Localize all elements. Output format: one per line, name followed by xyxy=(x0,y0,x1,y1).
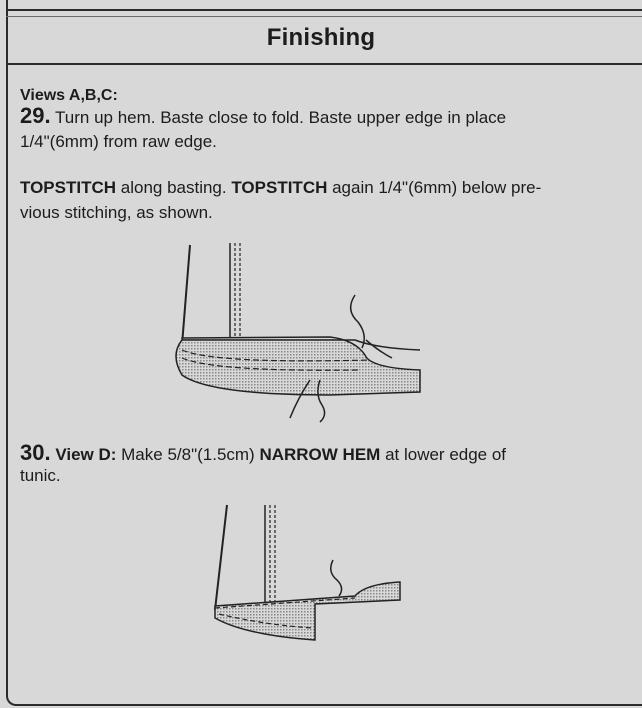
view-label: View D: xyxy=(55,445,117,464)
views-heading: Views A,B,C: xyxy=(20,87,118,104)
header-hairline xyxy=(6,16,642,17)
instruction-text: again 1/4"(6mm) below pre- xyxy=(327,178,542,197)
step-number: 30. xyxy=(20,440,51,465)
keyword: TOPSTITCH xyxy=(231,178,328,197)
step-29 xyxy=(20,104,506,129)
step-30-line2: tunic. xyxy=(20,466,61,485)
step-text: at lower edge of xyxy=(380,445,507,464)
step-29-line2: 1/4"(6mm) from raw edge. xyxy=(20,132,217,151)
topstitch-instruction xyxy=(20,176,541,199)
step-text: Turn up hem. Baste close to fold. Baste upper edge in place xyxy=(55,108,507,127)
step-30 xyxy=(20,441,506,466)
top-rule xyxy=(6,9,642,11)
header-rule xyxy=(6,63,642,65)
section-title: Finishing xyxy=(266,24,376,51)
topstitch-line2: vious stitching, as shown. xyxy=(20,203,213,222)
instruction-text: along basting. xyxy=(116,178,232,197)
narrow-hem-diagram xyxy=(205,500,405,650)
keyword: NARROW HEM xyxy=(259,445,381,464)
step-number: 29. xyxy=(20,103,51,128)
hem-topstitch-diagram xyxy=(170,240,430,430)
step-text: Make 5/8"(1.5cm) xyxy=(116,445,260,464)
keyword: TOPSTITCH xyxy=(20,178,117,197)
